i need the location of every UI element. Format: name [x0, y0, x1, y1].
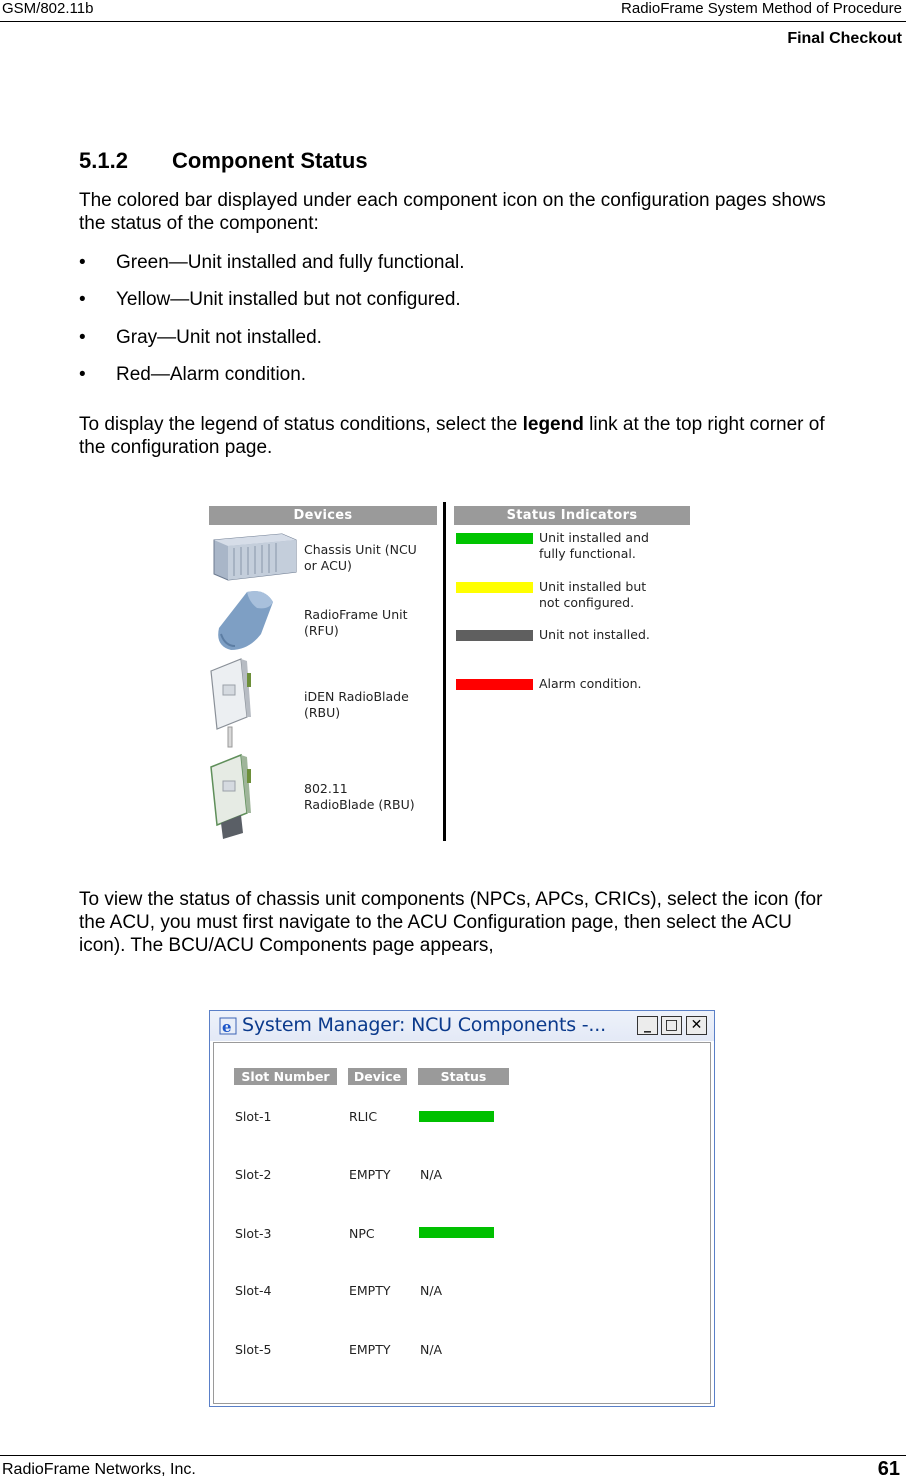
- ie-window-icon: [218, 1016, 238, 1036]
- column-header-status: Status: [418, 1068, 509, 1085]
- slot-cell: Slot-5: [235, 1342, 272, 1357]
- status-swatch-green: [456, 533, 533, 544]
- device-label-line: Chassis Unit (NCU: [304, 542, 417, 557]
- legend-paragraph-post: link at the top right corner of: [583, 414, 825, 435]
- legend-paragraph-line-1: [79, 413, 825, 437]
- status-label-line: not configured.: [539, 595, 635, 610]
- device-label-line: 802.11: [304, 781, 348, 796]
- slot-cell: Slot-1: [235, 1109, 272, 1124]
- status-cell: N/A: [420, 1167, 443, 1182]
- header-section: Final Checkout: [787, 30, 902, 47]
- device-cell: NPC: [349, 1226, 375, 1241]
- legend-paragraph-line-2: the configuration page.: [79, 437, 273, 458]
- intro-line-2: the status of the component:: [79, 213, 319, 234]
- column-header-device: Device: [348, 1068, 407, 1085]
- radioframe-unit-icon: [209, 588, 275, 652]
- wifi-radioblade-icon: [209, 753, 255, 839]
- status-label-line: fully functional.: [539, 546, 636, 561]
- legend-divider: [443, 502, 446, 841]
- device-cell: EMPTY: [349, 1342, 391, 1357]
- window-content: [213, 1042, 711, 1404]
- device-label-line: or ACU): [304, 558, 352, 573]
- bullet-icon: •: [79, 252, 86, 273]
- window-titlebar[interactable]: [210, 1011, 714, 1041]
- bullet-text: Gray—Unit not installed.: [116, 327, 322, 348]
- intro-line-1: The colored bar displayed under each component icon on the configuration pages shows: [79, 190, 826, 211]
- close-button[interactable]: ✕: [686, 1016, 707, 1035]
- status-label-line: Unit installed and: [539, 530, 649, 545]
- window-title: System Manager: NCU Components -...: [242, 1014, 606, 1036]
- bullet-text: Red—Alarm condition.: [116, 364, 307, 385]
- status-swatch-yellow: [456, 582, 533, 593]
- bullet-text: Yellow—Unit installed but not configured.: [116, 289, 461, 310]
- device-cell: RLIC: [349, 1109, 378, 1124]
- device-cell: EMPTY: [349, 1167, 391, 1182]
- status-bar-green: [419, 1111, 494, 1122]
- legend-paragraph-pre: To display the legend of status conditions, select the: [79, 414, 523, 435]
- minimize-button[interactable]: _: [637, 1016, 658, 1035]
- device-label-line: iDEN RadioBlade: [304, 689, 409, 704]
- slot-cell: Slot-2: [235, 1167, 272, 1182]
- section-title: Component Status: [172, 148, 368, 173]
- legend-link-text: legend: [522, 414, 584, 435]
- status-label-line: Alarm condition.: [539, 676, 642, 691]
- status-label-line: Unit installed but: [539, 579, 647, 594]
- header-left: GSM/802.11b: [2, 0, 94, 17]
- column-header-slot-number: Slot Number: [234, 1068, 337, 1085]
- svg-text:e: e: [222, 1018, 232, 1036]
- section-number: 5.1.2: [79, 148, 128, 173]
- device-cell: EMPTY: [349, 1283, 391, 1298]
- iden-radioblade-icon: [209, 657, 253, 749]
- device-label-line: RadioBlade (RBU): [304, 797, 415, 812]
- status-indicators-heading: Status Indicators: [454, 506, 690, 525]
- page-number: 61: [877, 1458, 900, 1480]
- view-paragraph-line-1: To view the status of chassis unit components (NPCs, APCs, CRICs), select the icon (for: [79, 889, 823, 910]
- ncu-components-window: [209, 1010, 715, 1407]
- maximize-button[interactable]: □: [661, 1016, 682, 1035]
- status-cell: N/A: [420, 1342, 443, 1357]
- status-label-line: Unit not installed.: [539, 627, 650, 642]
- slot-cell: Slot-4: [235, 1283, 272, 1298]
- status-swatch-gray: [456, 630, 533, 641]
- device-label-line: (RFU): [304, 623, 339, 638]
- header-right: RadioFrame System Method of Procedure: [621, 0, 902, 17]
- chassis-unit-icon: [208, 530, 300, 582]
- status-bar-green: [419, 1227, 494, 1238]
- device-label-line: RadioFrame Unit: [304, 607, 408, 622]
- bullet-icon: •: [79, 364, 86, 385]
- slot-cell: Slot-3: [235, 1226, 272, 1241]
- bullet-icon: •: [79, 289, 86, 310]
- bullet-icon: •: [79, 327, 86, 348]
- view-paragraph-line-3: icon). The BCU/ACU Components page appears,: [79, 935, 494, 956]
- bullet-text: Green—Unit installed and fully functional.: [116, 252, 465, 273]
- status-swatch-red: [456, 679, 533, 690]
- status-cell: N/A: [420, 1283, 443, 1298]
- header-rule: [0, 21, 906, 22]
- devices-heading: Devices: [209, 506, 437, 525]
- footer-rule: [0, 1455, 906, 1456]
- device-label-line: (RBU): [304, 705, 341, 720]
- footer-company: RadioFrame Networks, Inc.: [2, 1461, 196, 1478]
- view-paragraph-line-2: the ACU, you must first navigate to the ACU Configuration page, then select the ACU: [79, 912, 792, 933]
